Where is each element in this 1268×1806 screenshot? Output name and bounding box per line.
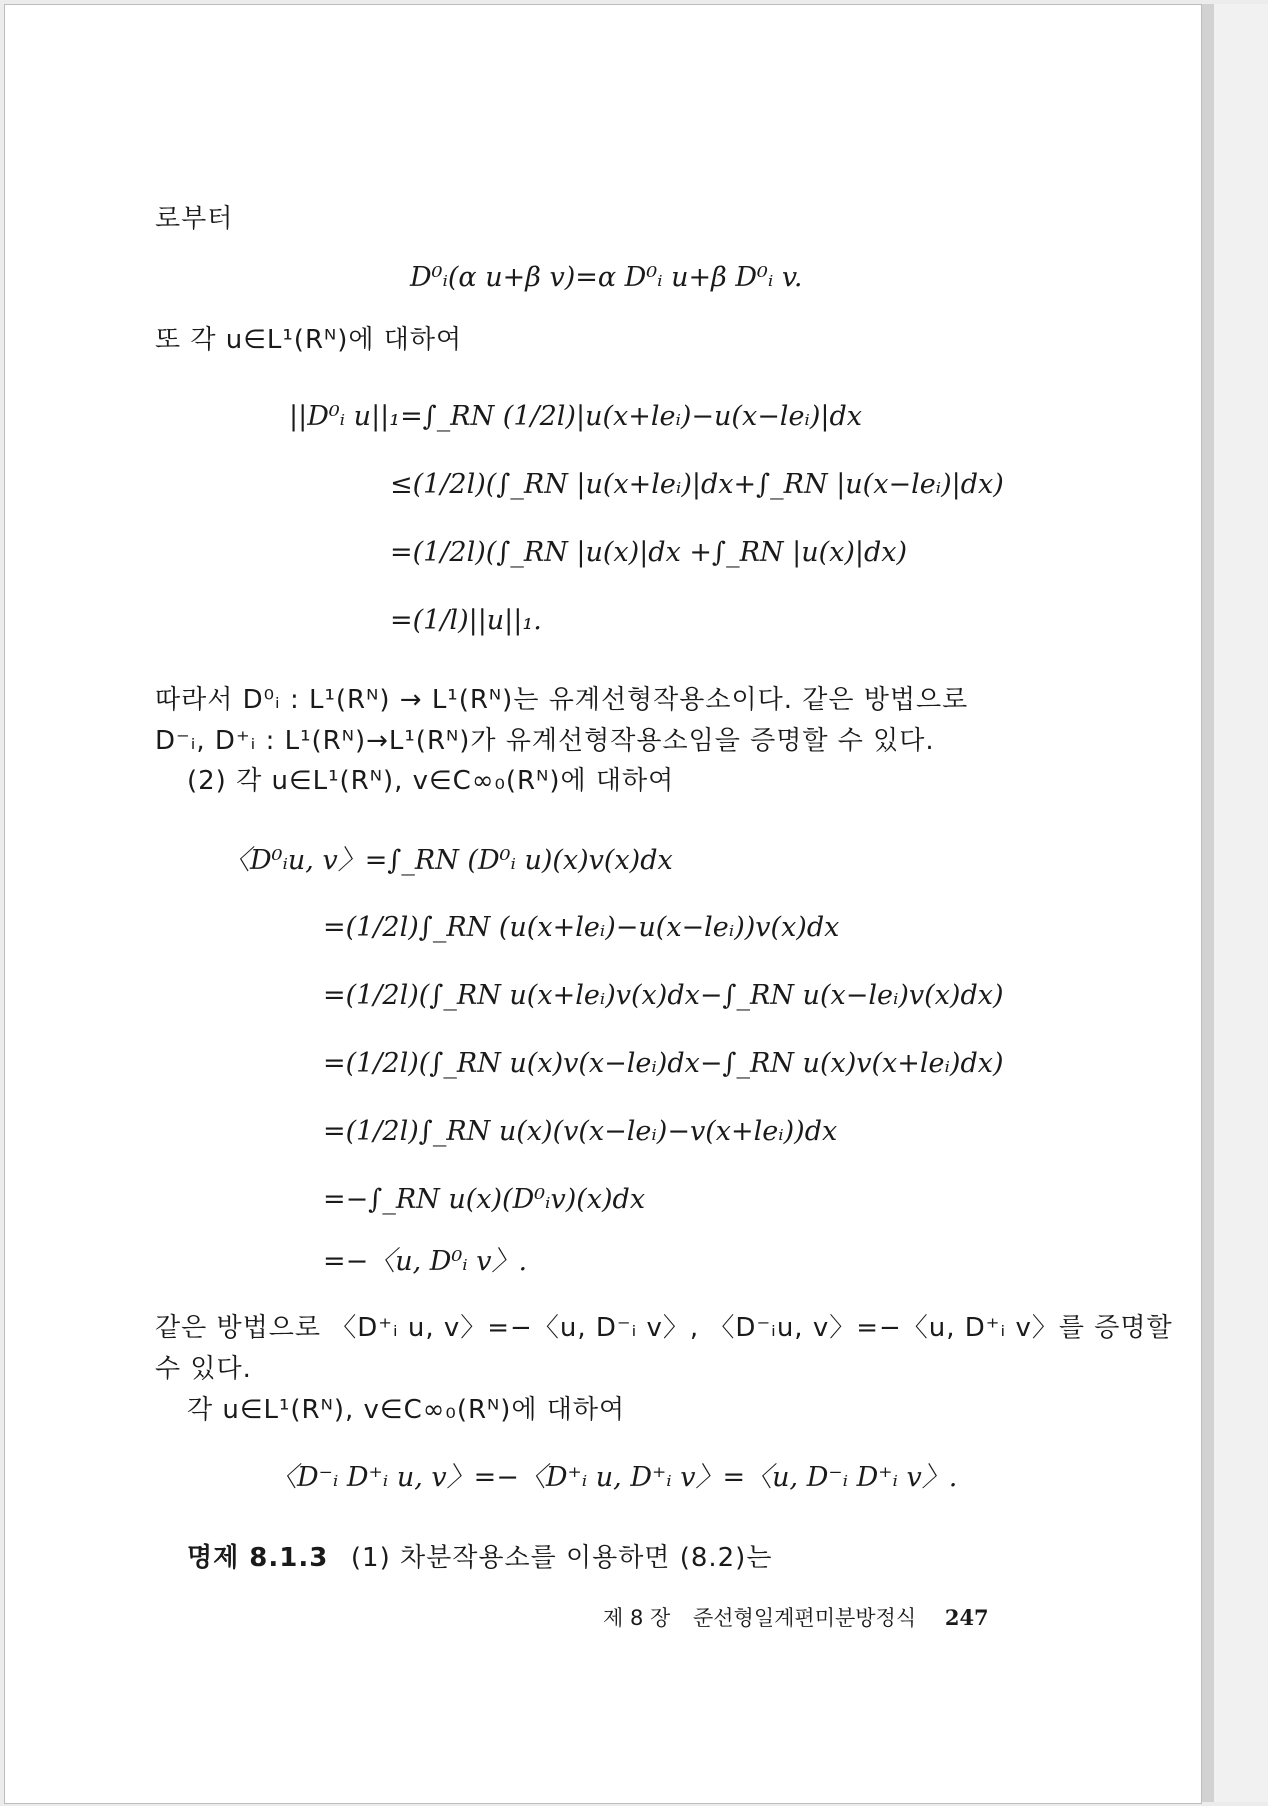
paragraph-bounded-line-1: 따라서 D⁰ᵢ : L¹(Rᴺ) → L¹(Rᴺ)는 유계선형작용소이다. 같은 방법으로 bbox=[155, 685, 969, 715]
page-number: 247 bbox=[944, 1605, 989, 1630]
paragraph-same-method-line-1: 같은 방법으로 〈D⁺ᵢ u, v〉=−〈u, D⁻ᵢ v〉, 〈D⁻ᵢu, v〉=−〈u, D⁺ᵢ v〉를 증명할 bbox=[155, 1313, 1173, 1343]
inner-line-4: =(1/2l)(∫_RN u(x)v(x−leᵢ)dx−∫_RN u(x)v(x+leᵢ)dx) bbox=[323, 1048, 1004, 1079]
inner-line-7: =−〈u, D⁰ᵢ v〉. bbox=[323, 1246, 528, 1277]
footer-chapter: 제 8 장 bbox=[603, 1606, 671, 1630]
norm-line-3: =(1/2l)(∫_RN |u(x)|dx +∫_RN |u(x)|dx) bbox=[390, 537, 908, 568]
equation-adjoint: 〈D⁻ᵢ D⁺ᵢ u, v〉=−〈D⁺ᵢ u, D⁺ᵢ v〉=〈u, D⁻ᵢ D⁺ᵢ v〉. bbox=[270, 1462, 958, 1493]
proposition-label: 명제 8.1.3 bbox=[187, 1543, 329, 1573]
paragraph-bounded-line-2: D⁻ᵢ, D⁺ᵢ : L¹(Rᴺ)→L¹(Rᴺ)가 유계선형작용소임을 증명할 수 있다. bbox=[155, 726, 935, 756]
page-footer bbox=[603, 1602, 989, 1632]
document-page bbox=[4, 4, 1202, 1804]
norm-line-1: ||D⁰ᵢ u||₁=∫_RN (1/2l)|u(x+leᵢ)−u(x−leᵢ)|dx bbox=[289, 401, 862, 432]
norm-line-2: ≤(1/2l)(∫_RN |u(x+leᵢ)|dx+∫_RN |u(x−leᵢ)|dx) bbox=[390, 469, 1004, 500]
item-2-intro: (2) 각 u∈L¹(Rᴺ), v∈C∞₀(Rᴺ)에 대하여 bbox=[187, 766, 675, 796]
intro-text: 로부터 bbox=[155, 204, 234, 234]
proposition bbox=[187, 1540, 772, 1576]
page-backdrop bbox=[1214, 4, 1268, 1802]
paragraph-same-method-line-2: 수 있다. bbox=[155, 1354, 252, 1384]
inner-line-2: =(1/2l)∫_RN (u(x+leᵢ)−u(x−leᵢ))v(x)dx bbox=[323, 912, 840, 943]
paragraph-each-u-v: 각 u∈L¹(Rᴺ), v∈C∞₀(Rᴺ)에 대하여 bbox=[187, 1395, 626, 1425]
inner-line-6: =−∫_RN u(x)(D⁰ᵢv)(x)dx bbox=[323, 1184, 646, 1215]
footer-title: 준선형일계편미분방정식 bbox=[692, 1606, 917, 1630]
norm-line-4: =(1/l)||u||₁. bbox=[390, 605, 542, 636]
paragraph-each-u: 또 각 u∈L¹(Rᴺ)에 대하여 bbox=[155, 325, 463, 355]
inner-line-5: =(1/2l)∫_RN u(x)(v(x−leᵢ)−v(x+leᵢ))dx bbox=[323, 1116, 838, 1147]
inner-line-1: 〈D⁰ᵢu, v〉=∫_RN (D⁰ᵢ u)(x)v(x)dx bbox=[223, 845, 673, 876]
equation-linearity: D⁰ᵢ(α u+β v)=α D⁰ᵢ u+β D⁰ᵢ v. bbox=[410, 262, 803, 293]
inner-line-3: =(1/2l)(∫_RN u(x+leᵢ)v(x)dx−∫_RN u(x−leᵢ)v(x)dx) bbox=[323, 980, 1004, 1011]
proposition-text: (1) 차분작용소를 이용하면 (8.2)는 bbox=[350, 1543, 773, 1573]
